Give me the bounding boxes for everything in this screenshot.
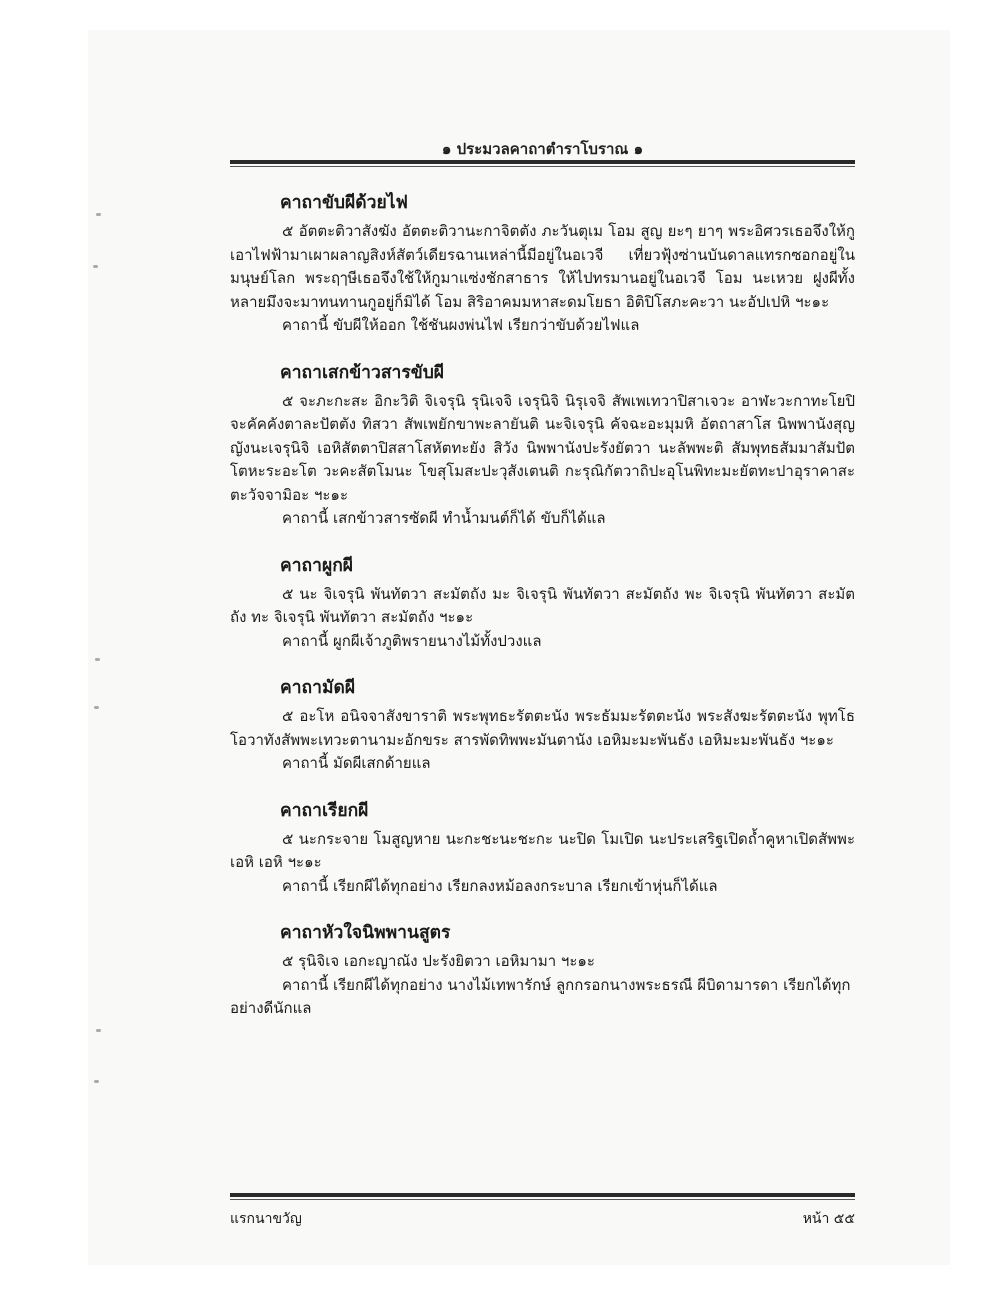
incantation-text: ๕ รุนิจิเจ เอกะญาณัง ปะรังยิตวา เอหิมามา ฯะ๑ะ — [282, 952, 595, 970]
incantation-text: ๕ จะภะกะสะ อิกะวิติ จิเจรุนิ รุนิเจจิ เจรุนิจิ นิรุเจจิ สัพเพเทวาปิสาเจวะ อาฬะวะกาทะโยปิจะคัคคังตาละปัตตัง ทิสวา สัพเพยักขาพะลายันติ นะจิเจรุนิ คัจฉะอะมุมหิ อัตถาสาโส นิพพานังสุญญังนะเจรุนิจิ เอหิสัตตาปิสสาโสหัตทะยัง สิวัง นิพพานังปะรังยัตวา นะลัพพะติ สัมพุทธสัมมาสัมปัตโตหะระอะโต วะคะสัตโมนะ โขสุโมสะปะวุสังเตนติ กะรุณิกัตวาถิปะอุโนพิทะมะยัตทะปาอุราคาสะตะวัจจามิอะ ฯะ๑ะ — [230, 391, 855, 504]
incantation-text: ๕ นะกระจาย โมสูญหาย นะกะชะนะชะกะ นะปิด โมเปิด นะประเสริฐเปิดถ้ำคูหาเปิดสัพพะ เอหิ เอหิ ฯะ๑ะ — [230, 829, 855, 871]
section-title: คาถาผูกผี — [280, 555, 354, 576]
usage-note: คาถานี้ เสกข้าวสารซัดผี ทำน้ำมนต์ก็ได้ ขับก็ได้แล — [282, 509, 606, 527]
section-title: คาถามัดผี — [280, 678, 356, 698]
section-sek-khao-san — [230, 360, 855, 531]
footer-rule — [230, 1193, 855, 1197]
section-mat-phi — [230, 675, 855, 776]
usage-note: คาถานี้ เรียกผีได้ทุกอย่าง เรียกลงหม้อลงกระบาล เรียกเข้าหุ่นก็ได้แล — [282, 876, 718, 895]
running-header: ๑ ประมวลคาถาตำราโบราณ ๑ — [441, 140, 644, 158]
page-number: หน้า ๕๕ — [802, 1211, 855, 1227]
scan-speck — [95, 658, 100, 661]
scan-speck — [93, 265, 98, 268]
footer-rule-thin — [230, 1199, 855, 1200]
incantation-text: ๕ อะโห อนิจจาสังขาราติ พระพุทธะรัตตะนัง พระธัมมะรัตตะนัง พระสังฆะรัตตะนัง พุทโธโอวาทังสัพพะเทวะตานามะอักขระ สารพัดทิพพะมันตานัง เอหิมะมะพันธัง เอหิมะมะพันธัง ฯะ๑ะ — [230, 707, 855, 749]
scan-speck — [96, 1029, 101, 1032]
incantation-text: ๕ นะ จิเจรุนิ พันทัตวา สะมัตถัง มะ จิเจรุนิ พันทัตวา สะมัตถัง พะ จิเจรุนิ พันทัตวา สะมัตถัง ทะ จิเจรุนิ พันทัตวา สะมัตถัง ฯะ๑ะ — [230, 584, 855, 626]
section-title: คาถาหัวใจนิพพานสูตร — [280, 923, 451, 943]
section-phuk-phi — [230, 553, 855, 654]
header-rule — [230, 160, 855, 164]
book-title-footer: แรกนาขวัญ — [230, 1211, 302, 1227]
section-hua-jai-nipphan-sut — [230, 920, 855, 1021]
usage-note: คาถานี้ ผูกผีเจ้าภูติพรายนางไม้ทั้งปวงแล — [282, 631, 542, 650]
incantation-text: ๕ อัตตะติวาสังฆัง อัตตะติวานะกาจิตตัง ภะวันตุเม โอม สูญ ยะๆ ยาๆ พระอิศวรเธอจึงให้กูเอาไฟฟ้ามาเผาผลาญสิงห์สัตว์เดียรฉานเหล่านี้มีอยู่ในอเวจี เที่ยวฟุ้งซ่านบันดาลแทรกซอกอยู่ในมนุษย์โลก พระฤๅษีเธอจึงใช้ให้กูมาแซ่งชักสาธาร ให้ไปทรมานอยู่ในอเวจี โอม นะเหวย ฝูงผีทั้งหลายมึงจะมาทนทานกูอยู่ก็มิได้ โอม สิริอาคมมหาสะดมโยธา อิติปิโสภะคะวา นะอัปเปหิ ฯะ๑ะ — [230, 222, 855, 311]
usage-note: คาถานี้ มัดผีเสกด้ายแล — [282, 754, 431, 772]
scan-speck — [94, 1080, 99, 1083]
section-title: คาถาเรียกผี — [280, 800, 369, 821]
section-title: คาถาขับผีด้วยไฟ — [280, 193, 408, 213]
page-body — [230, 190, 855, 1021]
scan-speck — [96, 213, 101, 216]
usage-note: คาถานี้ ขับผีให้ออก ใช้ชันผงพ่นไฟ เรียกว่าขับด้วยไฟแล — [282, 316, 640, 334]
section-title: คาถาเสกข้าวสารขับผี — [280, 362, 445, 383]
usage-note: คาถานี้ เรียกผีได้ทุกอย่าง นางไม้เทพารักษ์ ลูกกรอกนางพระธรณี ผีบิดามารดา เรียกได้ทุกอย่างดีนักแล — [230, 975, 851, 1017]
section-khab-phi-duay-fai — [230, 190, 855, 338]
header-rule-thin — [230, 166, 855, 167]
section-riak-phi — [230, 798, 855, 899]
scan-speck — [94, 706, 99, 709]
